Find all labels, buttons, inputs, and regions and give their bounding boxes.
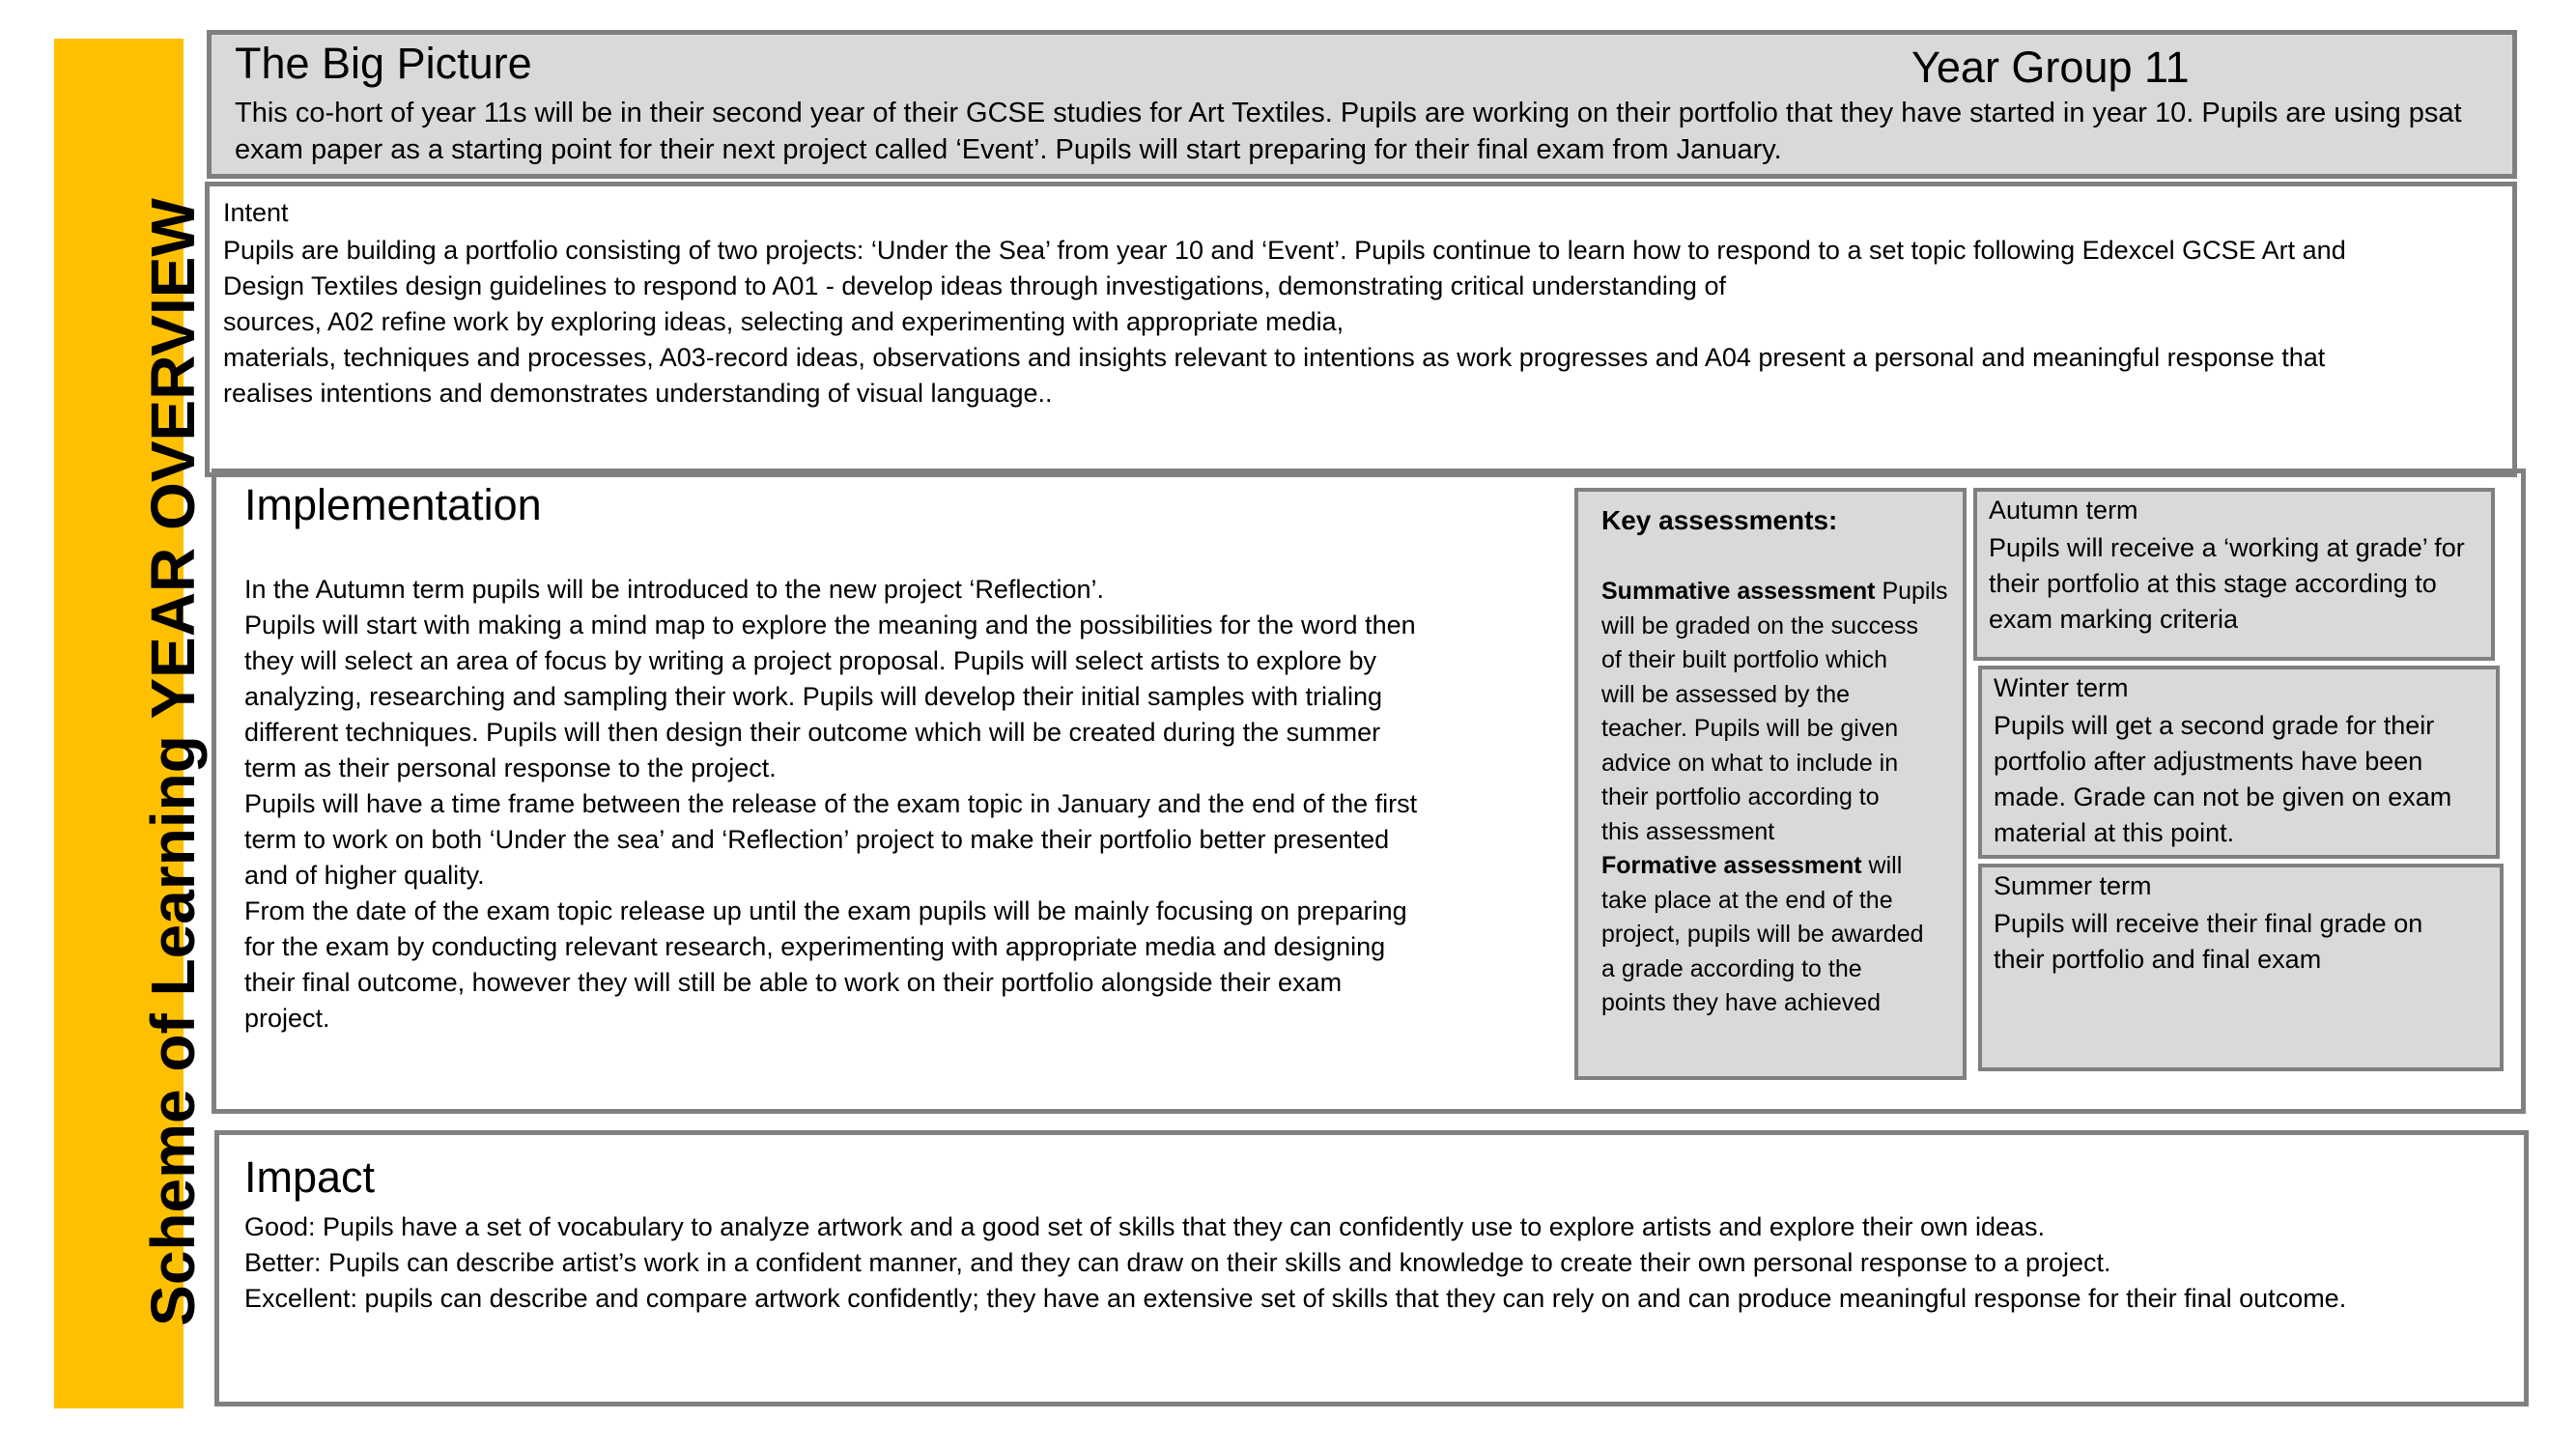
autumn-term-line: exam marking criteria	[1989, 605, 2239, 634]
intent-line: sources, A02 refine work by exploring ideas, selecting and experimenting with appropriate media,	[223, 307, 1345, 336]
intent-line: Design Textiles design guidelines to respond to A01 - develop ideas through investigations, demonstrating critical understanding of	[223, 271, 1726, 300]
big-picture-text: This co-hort of year 11s will be in their second year of their GCSE studies for Art Textiles. Pupils are working on their portfolio that they have started in year 10. Pupils are using psat exam paper as a starting point for their next project called ‘Event’. Pupils will start preparing for their final exam from January.	[235, 98, 2462, 165]
implementation-line: In the Autumn term pupils will be introduced to the new project ‘Reflection’.	[244, 575, 1104, 604]
formative-line: points they have achieved	[1601, 989, 1882, 1016]
winter-term-box	[1978, 666, 2500, 859]
autumn-term-title: Autumn term	[1989, 496, 2138, 525]
summative-label: Summative assessment	[1601, 578, 1876, 605]
implementation-line: project.	[244, 1004, 330, 1033]
big-picture-title: The Big Picture	[235, 39, 532, 88]
year-group-label: Year Group 11	[1911, 43, 2190, 92]
implementation-line: different techniques. Pupils will then design their outcome which will be created during the summer	[244, 718, 1381, 747]
formative-line: a grade according to the	[1601, 954, 1862, 982]
key-assessments-title: Key assessments:	[1601, 505, 1838, 535]
winter-term-text	[1994, 708, 2451, 851]
intent-line: Pupils are building a portfolio consisting of two projects: ‘Under the Sea’ from year 10 and ‘Event’. Pupils continue to learn how to respond to a set topic following Edexcel GCSE Art and	[223, 236, 2346, 265]
sidebar-banner	[54, 39, 208, 1408]
implementation-line: analyzing, researching and sampling their work. Pupils will develop their initial samples with trialing	[244, 682, 1383, 711]
formative-line: project, pupils will be awarded	[1601, 921, 1924, 948]
impact-excellent: Excellent: pupils can describe and compare artwork confidently; they have an extensive set of skills that they can rely on and can produce meaningful response for their final outcome.	[244, 1284, 2347, 1313]
summer-term-box	[1978, 864, 2504, 1071]
summer-term-line: their portfolio and final exam	[1994, 945, 2322, 974]
formative-line: take place at the end of the	[1601, 886, 1893, 914]
sidebar-title: Scheme of Learning YEAR OVERVIEW	[138, 198, 208, 1326]
impact-section	[214, 1130, 2529, 1406]
summative-line: teacher. Pupils will be given	[1601, 715, 1899, 742]
implementation-line: From the date of the exam topic release up until the exam pupils will be mainly focusing on preparing	[244, 896, 1407, 925]
implementation-line: for the exam by conducting relevant research, experimenting with appropriate media and designing	[244, 932, 1386, 961]
impact-good: Good: Pupils have a set of vocabulary to analyze artwork and a good set of skills that they can confidently use to explore artists and explore their own ideas.	[244, 1212, 2046, 1241]
intent-section	[205, 182, 2517, 477]
impact-better: Better: Pupils can describe artist’s work in a confident manner, and they can draw on their skills and knowledge to create their own personal response to a project.	[244, 1248, 2111, 1277]
implementation-text	[244, 572, 1519, 1037]
key-assessments-box	[1574, 488, 1967, 1080]
winter-term-line: Pupils will get a second grade for their	[1994, 711, 2435, 740]
winter-term-line: material at this point.	[1994, 818, 2235, 847]
implementation-line: Pupils will have a time frame between the release of the exam topic in January and the end of the first	[244, 789, 1418, 818]
winter-term-line: portfolio after adjustments have been	[1994, 747, 2423, 776]
big-picture-section	[207, 30, 2517, 179]
summative-line: will be assessed by the	[1601, 680, 1851, 708]
autumn-term-line: their portfolio at this stage according to	[1989, 569, 2437, 598]
intent-line: realises intentions and demonstrates understanding of visual language..	[223, 379, 1053, 408]
summative-line: this assessment	[1601, 817, 1775, 845]
formative-first-word: will	[1868, 852, 1903, 879]
implementation-line: they will select an area of focus by writing a project proposal. Pupils will select artists to explore by	[244, 646, 1377, 675]
impact-title: Impact	[244, 1152, 376, 1202]
impact-text	[244, 1209, 2346, 1317]
summer-term-title: Summer term	[1994, 871, 2152, 900]
implementation-line: Pupils will start with making a mind map to explore the meaning and the possibilities for the word then	[244, 611, 1416, 639]
implementation-title: Implementation	[244, 480, 542, 529]
implementation-line: term as their personal response to the project.	[244, 753, 777, 782]
key-assessments-text	[1601, 575, 1959, 1021]
summative-first-word: Pupils	[1882, 578, 1948, 605]
intent-text	[223, 233, 2503, 412]
winter-term-line: made. Grade can not be given on exam	[1994, 782, 2452, 811]
winter-term-title: Winter term	[1994, 673, 2129, 702]
implementation-line: and of higher quality.	[244, 861, 485, 890]
implementation-line: their final outcome, however they will still be able to work on their portfolio alongside their exam	[244, 968, 1343, 997]
summative-line: advice on what to include in	[1601, 749, 1899, 777]
formative-label: Formative assessment	[1601, 852, 1862, 879]
summer-term-line: Pupils will receive their final grade on	[1994, 909, 2423, 938]
autumn-term-line: Pupils will receive a ‘working at grade’ for	[1989, 533, 2465, 562]
intent-line: materials, techniques and processes, A03-record ideas, observations and insights relevant to intentions as work progresses and A04 present a personal and meaningful response that	[223, 343, 2326, 372]
autumn-term-box	[1973, 488, 2495, 661]
summative-line: will be graded on the success	[1601, 611, 1918, 639]
summative-line: their portfolio according to	[1601, 783, 1880, 810]
autumn-term-text	[1989, 530, 2465, 638]
summative-line: of their built portfolio which	[1601, 646, 1887, 673]
summer-term-text	[1994, 906, 2422, 978]
intent-label: Intent	[223, 198, 289, 227]
implementation-line: term to work on both ‘Under the sea’ and ‘Reflection’ project to make their portfolio better presented	[244, 825, 1390, 854]
